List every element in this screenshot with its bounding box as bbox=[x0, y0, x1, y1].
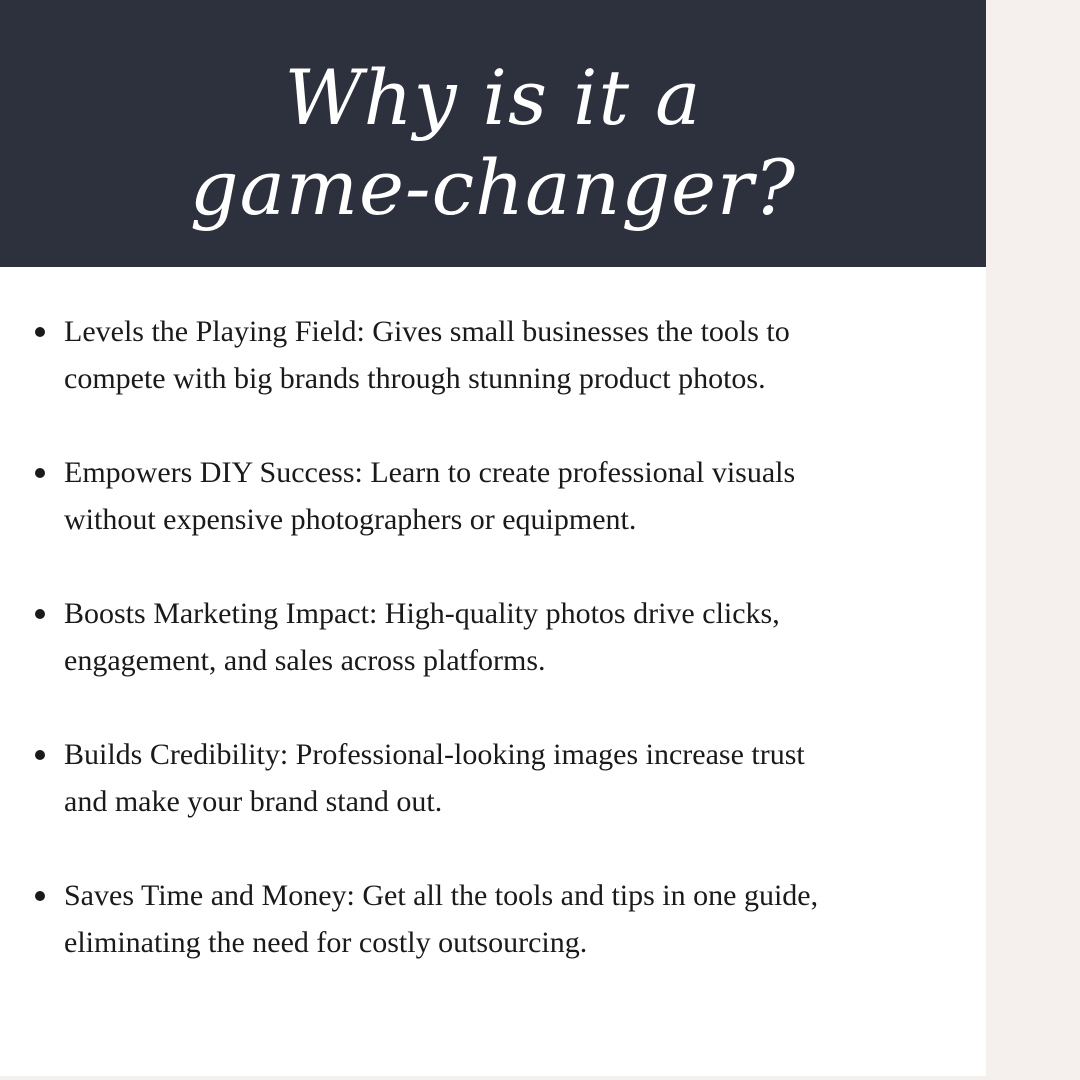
list-item-saves-time bbox=[0, 872, 986, 966]
list-item-builds-credibility bbox=[0, 731, 986, 825]
list-item-empowers-diy bbox=[0, 449, 986, 543]
list-item-text-line: compete with big brands through stunning product photos. bbox=[64, 362, 766, 395]
bullet-dot-icon bbox=[35, 891, 45, 901]
bullet-dot-icon bbox=[35, 750, 45, 760]
bullet-dot-icon bbox=[35, 468, 45, 478]
benefits-list bbox=[0, 308, 986, 1013]
list-item-text-line: eliminating the need for costly outsourcing. bbox=[64, 926, 588, 959]
list-item-text-line: Levels the Playing Field: Gives small businesses the tools to bbox=[64, 315, 790, 348]
title-banner bbox=[0, 0, 986, 267]
bullet-dot-icon bbox=[35, 327, 45, 337]
list-item-boosts-marketing bbox=[0, 590, 986, 684]
bullet-dot-icon bbox=[35, 609, 45, 619]
list-item-text-line: Boosts Marketing Impact: High-quality photos drive clicks, bbox=[64, 597, 780, 630]
page-title-line-2: game-changer? bbox=[189, 143, 797, 232]
list-item-text-line: engagement, and sales across platforms. bbox=[64, 644, 546, 677]
list-item-levels-playing-field bbox=[0, 308, 986, 402]
list-item-text-line: Saves Time and Money: Get all the tools and tips in one guide, bbox=[64, 879, 819, 912]
list-item-text-line: without expensive photographers or equipment. bbox=[64, 503, 637, 536]
list-item-text-line: and make your brand stand out. bbox=[64, 785, 443, 818]
page-title-line-1: Why is it a bbox=[284, 53, 702, 142]
list-item-text-line: Builds Credibility: Professional-looking images increase trust bbox=[64, 738, 805, 771]
list-item-text-line: Empowers DIY Success: Learn to create professional visuals bbox=[64, 456, 796, 489]
